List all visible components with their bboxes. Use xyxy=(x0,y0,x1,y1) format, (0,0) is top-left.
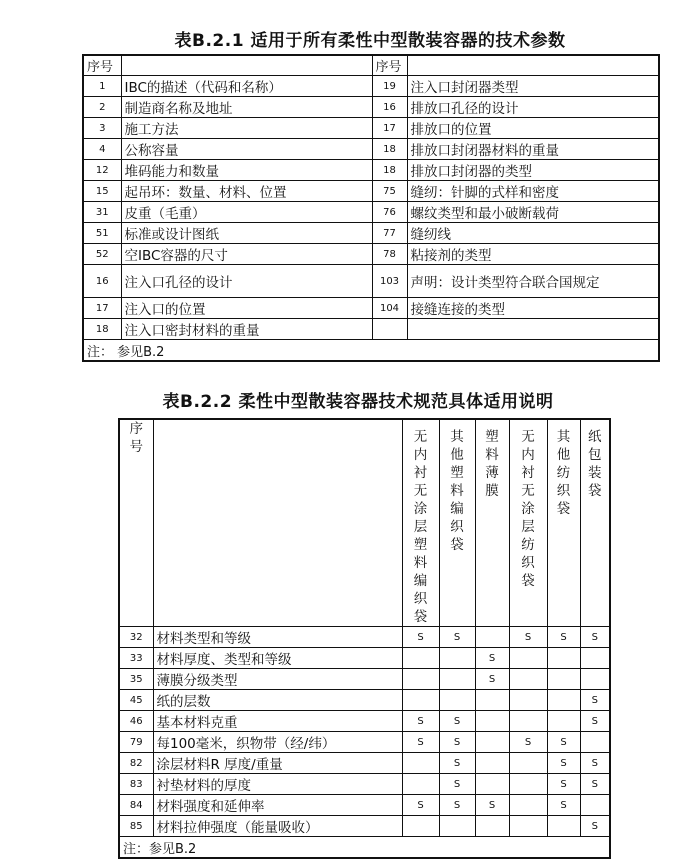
header-item-blank xyxy=(153,419,402,627)
row-seq-right: 16 xyxy=(372,97,407,118)
table-row xyxy=(119,690,610,711)
table-specific-applicability xyxy=(118,418,611,859)
row-seq-right: 78 xyxy=(372,244,407,265)
row-item-right: 声明：设计类型符合联合国规定 xyxy=(407,265,659,298)
column-header-label: 其他纺织袋 xyxy=(556,429,571,517)
row-item-left: 标准或设计图纸 xyxy=(121,223,372,244)
applicability-mark: S xyxy=(439,732,475,753)
table1-title: 表B.2.1 适用于所有柔性中型散装容器的技术参数 xyxy=(174,31,566,51)
row-item-right: 接缝连接的类型 xyxy=(407,298,659,319)
applicability-mark xyxy=(509,753,547,774)
column-header xyxy=(475,419,509,627)
row-seq-right xyxy=(372,319,407,340)
table-row xyxy=(119,795,610,816)
applicability-mark xyxy=(439,690,475,711)
applicability-mark: S xyxy=(402,732,439,753)
row-item: 材料厚度、类型和等级 xyxy=(153,648,402,669)
column-header-label: 纸包装袋 xyxy=(588,429,602,499)
column-header xyxy=(509,419,547,627)
applicability-mark xyxy=(475,627,509,648)
applicability-mark xyxy=(580,669,610,690)
row-seq-right: 75 xyxy=(372,181,407,202)
column-header-label: 其他塑料编织袋 xyxy=(450,429,464,553)
column-header xyxy=(439,419,475,627)
row-item-left: 皮重（毛重） xyxy=(121,202,372,223)
applicability-mark: S xyxy=(402,795,439,816)
row-seq-right: 18 xyxy=(372,160,407,181)
applicability-mark: S xyxy=(402,711,439,732)
applicability-mark: S xyxy=(547,753,580,774)
applicability-mark xyxy=(509,795,547,816)
table-row xyxy=(83,298,659,319)
column-header xyxy=(547,419,580,627)
row-seq: 32 xyxy=(119,627,153,648)
row-item-right: 排放口封闭器的类型 xyxy=(407,160,659,181)
applicability-mark xyxy=(402,753,439,774)
row-item-right: 缝纫线 xyxy=(407,223,659,244)
row-seq: 82 xyxy=(119,753,153,774)
row-item-right: 粘接剂的类型 xyxy=(407,244,659,265)
row-seq: 46 xyxy=(119,711,153,732)
header-item-right xyxy=(407,55,659,76)
row-seq-right: 104 xyxy=(372,298,407,319)
applicability-mark: S xyxy=(509,627,547,648)
applicability-mark: S xyxy=(475,648,509,669)
applicability-mark xyxy=(439,816,475,837)
applicability-mark: S xyxy=(402,627,439,648)
row-item: 衬垫材料的厚度 xyxy=(153,774,402,795)
applicability-mark: S xyxy=(547,732,580,753)
table-row xyxy=(83,319,659,340)
applicability-mark xyxy=(509,648,547,669)
row-seq-right: 17 xyxy=(372,118,407,139)
row-seq-left: 18 xyxy=(83,319,121,340)
applicability-mark: S xyxy=(439,627,475,648)
applicability-mark xyxy=(580,648,610,669)
table-row xyxy=(119,753,610,774)
row-seq-right: 76 xyxy=(372,202,407,223)
applicability-mark xyxy=(439,669,475,690)
applicability-mark: S xyxy=(439,774,475,795)
row-seq-right: 18 xyxy=(372,139,407,160)
row-seq-right: 77 xyxy=(372,223,407,244)
row-item: 基本材料克重 xyxy=(153,711,402,732)
table-row xyxy=(119,816,610,837)
table1-note: 注： 参见B.2 xyxy=(83,340,659,362)
table-row xyxy=(83,181,659,202)
table1-note-row xyxy=(83,340,659,362)
row-item-left: 公称容量 xyxy=(121,139,372,160)
applicability-mark: S xyxy=(509,732,547,753)
applicability-mark xyxy=(475,711,509,732)
table2-note: 注：参见B.2 xyxy=(119,837,610,859)
applicability-mark xyxy=(509,774,547,795)
row-item-left: 堆码能力和数量 xyxy=(121,160,372,181)
table-row xyxy=(83,223,659,244)
header-seq-label: 序号 xyxy=(129,421,143,455)
table-row xyxy=(119,627,610,648)
applicability-mark xyxy=(475,816,509,837)
applicability-mark: S xyxy=(580,774,610,795)
row-seq: 79 xyxy=(119,732,153,753)
row-seq-left: 16 xyxy=(83,265,121,298)
row-item-left: 注入口的位置 xyxy=(121,298,372,319)
applicability-mark xyxy=(580,795,610,816)
row-item-right: 排放口孔径的设计 xyxy=(407,97,659,118)
applicability-mark xyxy=(547,690,580,711)
row-seq-left: 2 xyxy=(83,97,121,118)
applicability-mark xyxy=(509,816,547,837)
table-row xyxy=(83,202,659,223)
row-seq: 35 xyxy=(119,669,153,690)
applicability-mark xyxy=(439,648,475,669)
header-seq-right: 序号 xyxy=(372,55,407,76)
applicability-mark: S xyxy=(580,690,610,711)
applicability-mark xyxy=(547,648,580,669)
applicability-mark xyxy=(402,669,439,690)
table-row xyxy=(119,732,610,753)
applicability-mark: S xyxy=(580,627,610,648)
row-item-left: 注入口孔径的设计 xyxy=(121,265,372,298)
table2-title: 表B.2.2 柔性中型散装容器技术规范具体适用说明 xyxy=(162,392,554,412)
table-row xyxy=(83,118,659,139)
row-item-left: IBC的描述（代码和名称） xyxy=(121,76,372,97)
row-seq: 33 xyxy=(119,648,153,669)
row-seq-left: 15 xyxy=(83,181,121,202)
row-item-left: 注入口密封材料的重量 xyxy=(121,319,372,340)
table-row xyxy=(119,648,610,669)
applicability-mark xyxy=(547,669,580,690)
applicability-mark: S xyxy=(439,711,475,732)
table-row xyxy=(119,774,610,795)
applicability-mark: S xyxy=(580,753,610,774)
applicability-mark: S xyxy=(547,774,580,795)
row-item-left: 施工方法 xyxy=(121,118,372,139)
row-seq-left: 17 xyxy=(83,298,121,319)
applicability-mark xyxy=(475,774,509,795)
applicability-mark: S xyxy=(439,795,475,816)
row-seq-left: 52 xyxy=(83,244,121,265)
applicability-mark xyxy=(509,669,547,690)
table-row xyxy=(83,265,659,298)
table-row xyxy=(83,160,659,181)
row-seq-left: 31 xyxy=(83,202,121,223)
applicability-mark xyxy=(475,753,509,774)
row-item: 每100毫米，织物带（经/纬） xyxy=(153,732,402,753)
applicability-mark xyxy=(475,732,509,753)
row-item: 纸的层数 xyxy=(153,690,402,711)
applicability-mark: S xyxy=(475,795,509,816)
row-seq: 45 xyxy=(119,690,153,711)
row-seq-left: 3 xyxy=(83,118,121,139)
table2-header-row xyxy=(119,419,610,627)
column-header-label: 无内衬无涂层塑料编织袋 xyxy=(413,429,428,625)
row-seq: 85 xyxy=(119,816,153,837)
row-seq-left: 1 xyxy=(83,76,121,97)
row-seq-left: 12 xyxy=(83,160,121,181)
table-row xyxy=(83,244,659,265)
row-seq: 83 xyxy=(119,774,153,795)
row-item: 材料拉伸强度（能量吸收） xyxy=(153,816,402,837)
table-general-parameters xyxy=(82,54,660,362)
header-seq-left: 序号 xyxy=(83,55,121,76)
applicability-mark: S xyxy=(580,711,610,732)
applicability-mark xyxy=(402,816,439,837)
header-item-left xyxy=(121,55,372,76)
applicability-mark xyxy=(402,774,439,795)
applicability-mark xyxy=(402,648,439,669)
table-row xyxy=(83,97,659,118)
row-seq-left: 4 xyxy=(83,139,121,160)
row-seq-right: 19 xyxy=(372,76,407,97)
applicability-mark: S xyxy=(580,816,610,837)
applicability-mark: S xyxy=(475,669,509,690)
row-item-left: 起吊环：数量、材料、位置 xyxy=(121,181,372,202)
row-item-right: 缝纫：针脚的式样和密度 xyxy=(407,181,659,202)
row-item-right: 排放口的位置 xyxy=(407,118,659,139)
row-item: 薄膜分级类型 xyxy=(153,669,402,690)
row-item-right: 螺纹类型和最小破断载荷 xyxy=(407,202,659,223)
row-item: 材料类型和等级 xyxy=(153,627,402,648)
applicability-mark: S xyxy=(547,627,580,648)
table-row xyxy=(119,669,610,690)
row-item-left: 制造商名称及地址 xyxy=(121,97,372,118)
applicability-mark xyxy=(547,816,580,837)
table-row xyxy=(83,76,659,97)
applicability-mark xyxy=(580,732,610,753)
row-item: 材料强度和延伸率 xyxy=(153,795,402,816)
column-header xyxy=(402,419,439,627)
applicability-mark xyxy=(509,690,547,711)
column-header xyxy=(580,419,610,627)
applicability-mark xyxy=(402,690,439,711)
applicability-mark xyxy=(475,690,509,711)
column-header-label: 无内衬无涂层纺织袋 xyxy=(521,429,535,589)
applicability-mark: S xyxy=(547,795,580,816)
row-item-right: 排放口封闭器材料的重量 xyxy=(407,139,659,160)
row-seq: 84 xyxy=(119,795,153,816)
column-header-label: 塑料薄膜 xyxy=(485,429,499,499)
applicability-mark xyxy=(547,711,580,732)
table-row xyxy=(83,139,659,160)
table-row xyxy=(119,711,610,732)
table1-header-row xyxy=(83,55,659,76)
header-seq xyxy=(119,419,153,627)
row-seq-left: 51 xyxy=(83,223,121,244)
applicability-mark xyxy=(509,711,547,732)
row-seq-right: 103 xyxy=(372,265,407,298)
row-item: 涂层材料R 厚度/重量 xyxy=(153,753,402,774)
row-item-right xyxy=(407,319,659,340)
row-item-left: 空IBC容器的尺寸 xyxy=(121,244,372,265)
applicability-mark: S xyxy=(439,753,475,774)
row-item-right: 注入口封闭器类型 xyxy=(407,76,659,97)
